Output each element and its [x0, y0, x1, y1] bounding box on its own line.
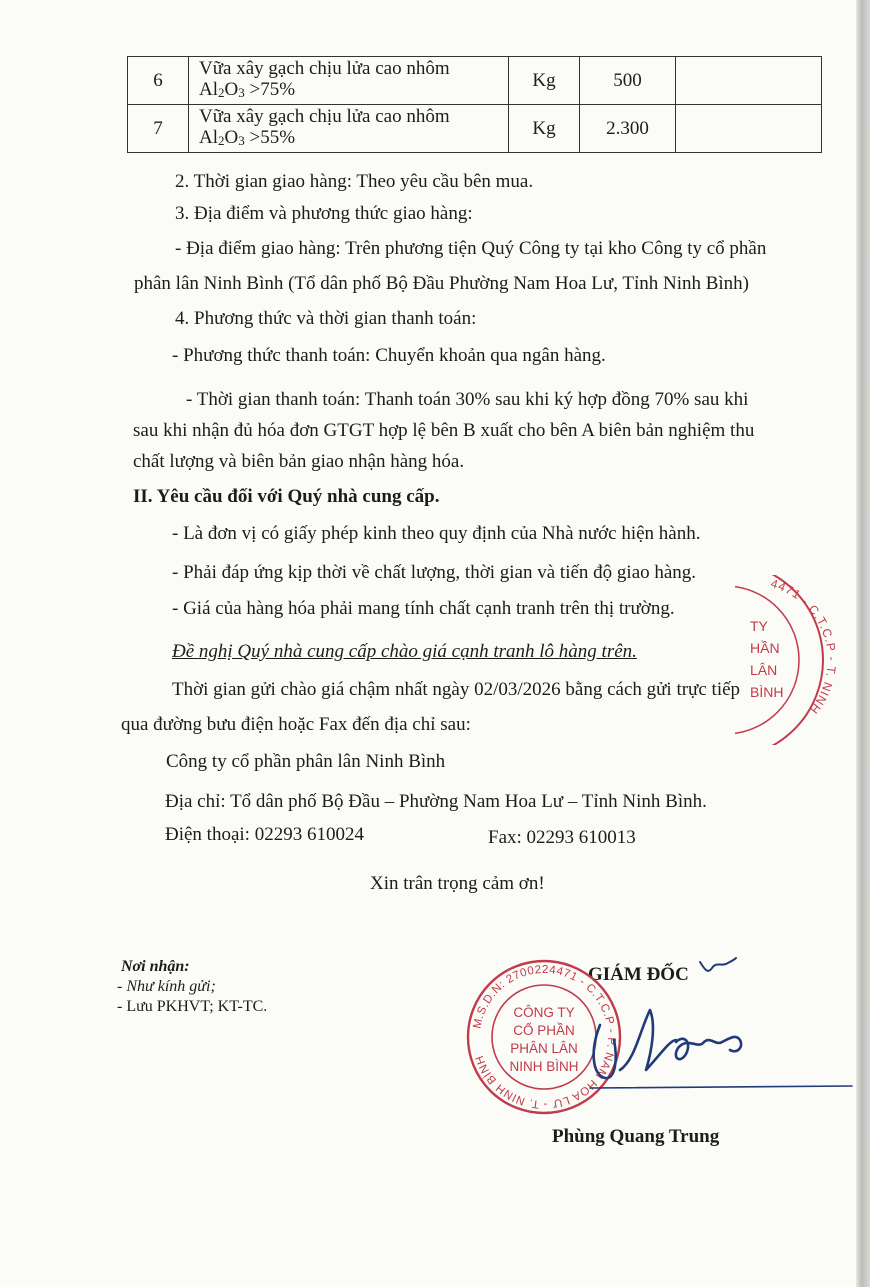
- item-name-sub1: 2: [218, 85, 225, 100]
- item-name-line1: Vữa xây gạch chịu lửa cao nhôm: [199, 106, 450, 127]
- item-name: [189, 57, 509, 105]
- recipients-heading: Nơi nhận:: [121, 958, 190, 975]
- partial-stamp-line: HẦN: [750, 640, 780, 656]
- item-name: [189, 105, 509, 153]
- deadline-line1: Thời gian gửi chào giá chậm nhất ngày 02/03/2026 bằng cách gửi trực tiếp: [172, 679, 741, 700]
- stamp-line: CỔ PHẦN: [513, 1023, 575, 1038]
- thanks-line: Xin trân trọng cảm ơn!: [370, 873, 545, 894]
- item-name-prefix: Al: [199, 79, 218, 100]
- signer-name: Phùng Quang Trung: [552, 1126, 720, 1147]
- recipient-2: - Lưu PKHVT; KT-TC.: [117, 998, 268, 1015]
- item-note: [676, 57, 822, 105]
- stamp-ring-text: M.S.D.N: 2700224471 - C.T.C.P - P. NAM HOA LƯ - T. NINH BÌNH: [471, 963, 618, 1111]
- payment-time-line1: - Thời gian thanh toán: Thanh toán 30% sau khi ký hợp đồng 70% sau khi: [186, 389, 749, 410]
- row-number: 6: [128, 57, 189, 105]
- item-name-sub2: 3: [238, 85, 245, 100]
- handwritten-signature: [580, 950, 860, 1100]
- item-name-prefix: Al: [199, 127, 218, 148]
- item-name-mid: O: [224, 127, 239, 148]
- company-name: Công ty cổ phần phân lân Ninh Bình: [166, 751, 446, 772]
- row-number: 7: [128, 105, 189, 153]
- stamp-line: PHÂN LÂN: [510, 1041, 578, 1056]
- recipient-1: - Như kính gửi;: [117, 978, 216, 995]
- requirement-2: - Phải đáp ứng kịp thời về chất lượng, thời gian và tiến độ giao hàng.: [172, 562, 697, 583]
- signer-title: GIÁM ĐỐC: [588, 964, 689, 985]
- table-row: [128, 105, 822, 153]
- delivery-place-line2: phân lân Ninh Bình (Tổ dân phố Bộ Đầu Phường Nam Hoa Lư, Tỉnh Ninh Bình): [134, 273, 750, 294]
- delivery-place-heading: 3. Địa điểm và phương thức giao hàng:: [175, 203, 473, 224]
- payment-time-line3: chất lượng và biên bản giao nhận hàng hóa.: [133, 451, 465, 472]
- partial-stamp-line: TY: [750, 618, 768, 634]
- item-unit: Kg: [509, 105, 580, 153]
- item-name-sub2: 3: [238, 133, 245, 148]
- payment-time-line2: sau khi nhận đủ hóa đơn GTGT hợp lệ bên B xuất cho bên A biên bản nghiệm thu: [133, 420, 755, 441]
- stamp-line: CÔNG TY: [513, 1005, 575, 1020]
- partial-stamp-line: BÌNH: [750, 684, 784, 700]
- partial-stamp: [735, 575, 845, 745]
- item-name-mid: O: [224, 79, 239, 100]
- company-phone: Điện thoại: 02293 610024: [165, 824, 364, 845]
- proposal-text: Đề nghị Quý nhà cung cấp chào giá cạnh tranh lô hàng trên.: [172, 641, 637, 662]
- requirement-3: - Giá của hàng hóa phải mang tính chất cạnh tranh trên thị trường.: [172, 598, 675, 619]
- item-name-suffix: >75%: [244, 79, 296, 100]
- item-name-sub1: 2: [218, 133, 225, 148]
- deadline-line2: qua đường bưu điện hoặc Fax đến địa chỉ sau:: [121, 714, 471, 735]
- payment-heading: 4. Phương thức và thời gian thanh toán:: [175, 308, 477, 329]
- item-unit: Kg: [509, 57, 580, 105]
- payment-method: - Phương thức thanh toán: Chuyển khoản qua ngân hàng.: [172, 345, 606, 366]
- company-fax: Fax: 02293 610013: [488, 827, 636, 848]
- goods-table: [127, 56, 822, 153]
- partial-stamp-ring-text: 4471 - C.T.C.P - T. NINH: [769, 576, 839, 717]
- item-quantity: 500: [580, 57, 676, 105]
- section-2-heading: II. Yêu cầu đối với Quý nhà cung cấp.: [133, 486, 440, 507]
- item-name-line1: Vữa xây gạch chịu lửa cao nhôm: [199, 58, 450, 79]
- item-name-suffix: >55%: [244, 127, 296, 148]
- delivery-place-line1: - Địa điểm giao hàng: Trên phương tiện Quý Công ty tại kho Công ty cổ phần: [175, 238, 767, 259]
- item-quantity: 2.300: [580, 105, 676, 153]
- item-note: [676, 105, 822, 153]
- requirement-1: - Là đơn vị có giấy phép kinh theo quy định của Nhà nước hiện hành.: [172, 523, 701, 544]
- company-address: Địa chỉ: Tổ dân phố Bộ Đầu – Phường Nam Hoa Lư – Tỉnh Ninh Bình.: [165, 791, 707, 812]
- stamp-line: NINH BÌNH: [509, 1059, 579, 1074]
- table-row: [128, 57, 822, 105]
- delivery-time: 2. Thời gian giao hàng: Theo yêu cầu bên mua.: [175, 171, 534, 192]
- partial-stamp-line: LÂN: [750, 662, 778, 678]
